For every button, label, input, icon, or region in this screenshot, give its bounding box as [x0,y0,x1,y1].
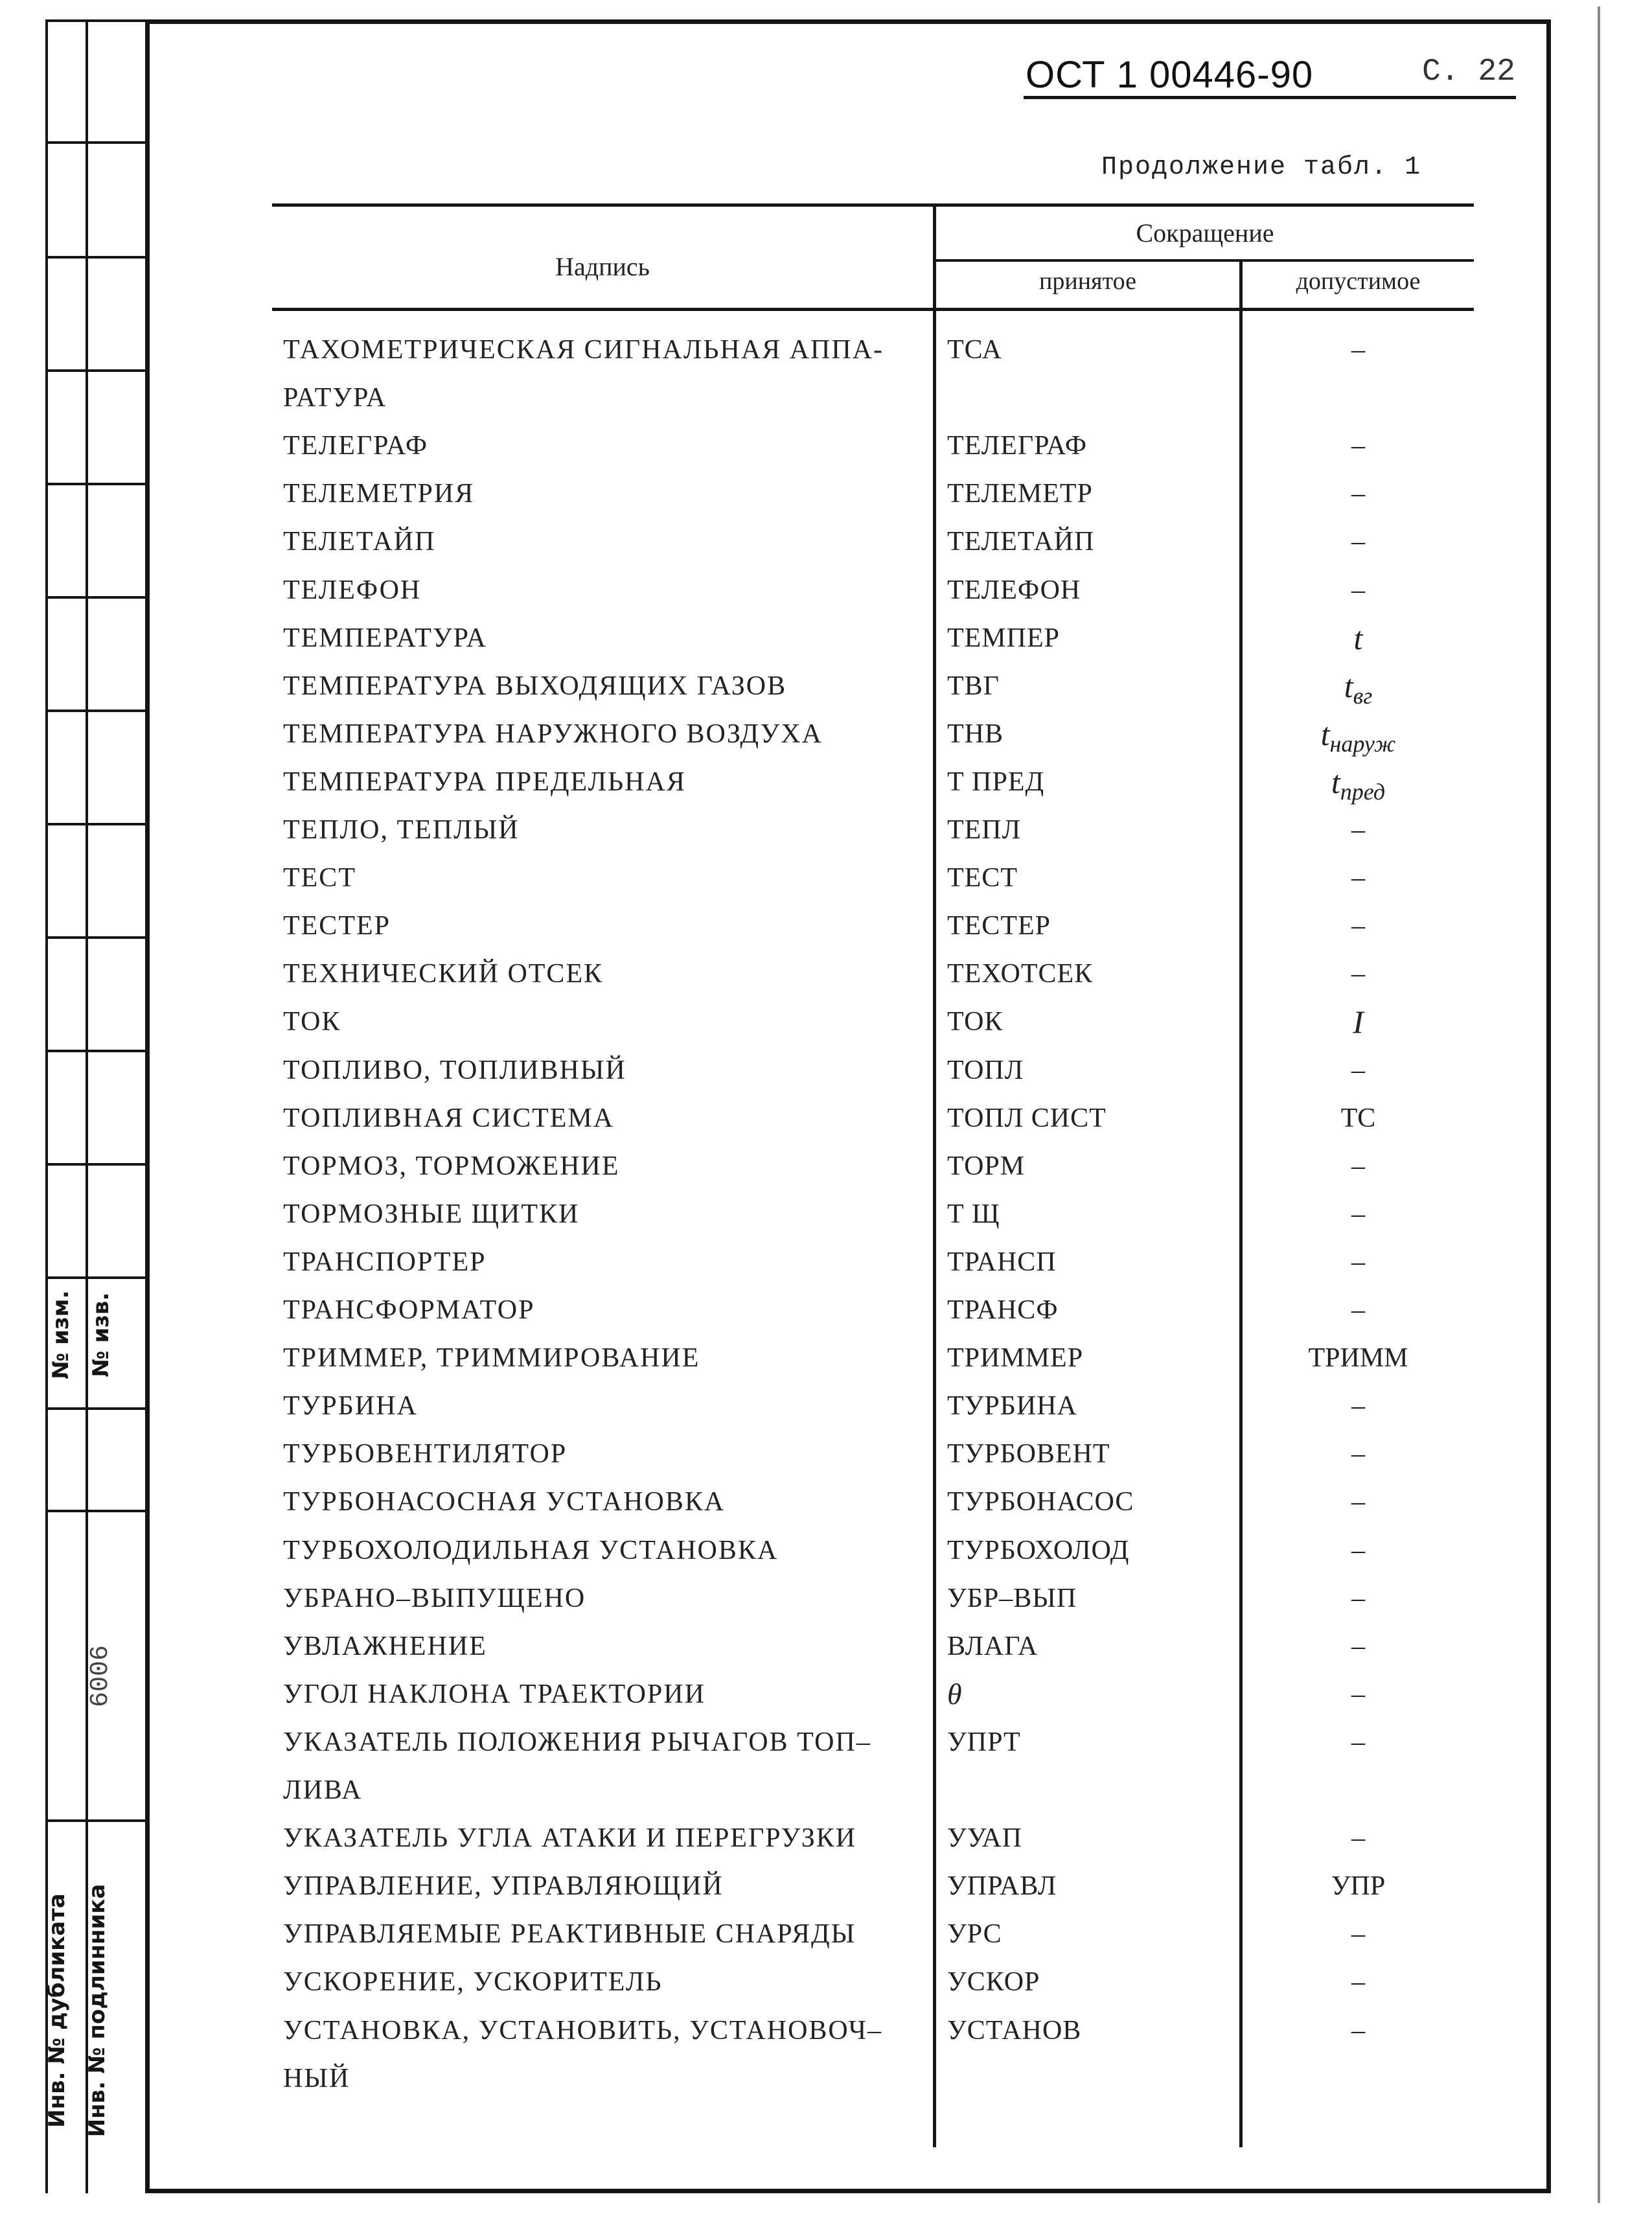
inscription-cell: ТЕЛЕТАЙП [283,527,436,557]
table-row [0,1286,1652,1334]
accepted-abbreviation-cell: Т ПРЕД [947,767,1045,797]
table-header-divider [934,259,1474,262]
permissible-abbreviation-cell [1243,854,1474,902]
accepted-abbreviation-cell: ВЛАГА [947,1631,1038,1661]
inscription-cell: ТЕПЛО, ТЕПЛЫЙ [283,815,520,845]
inscription-cell: УГОЛ НАКЛОНА ТРАЕКТОРИИ [283,1679,706,1709]
permissible-abbreviation-cell [1243,1670,1474,1718]
accepted-abbreviation-cell: УПРТ [947,1727,1021,1757]
accepted-abbreviation-cell: ТУРБОНАСОС [947,1487,1134,1517]
column-header-abbreviation: Сокращение [1136,218,1274,248]
accepted-abbreviation-cell: ТЕХОТСЕК [947,959,1094,989]
permissible-abbreviation-cell [1243,1718,1474,1766]
permissible-value: – [1351,1583,1365,1613]
inscription-cell: ТУРБОВЕНТИЛЯТОР [283,1439,568,1470]
accepted-abbreviation-cell: ТРАНСП [947,1247,1057,1277]
table-row [0,470,1652,518]
accepted-abbreviation-cell: ТОРМ [947,1151,1026,1181]
permissible-value: – [1351,1199,1365,1229]
permissible-subscript: наруж [1329,730,1396,757]
inscription-cell: ТРАНСПОРТЕР [283,1247,487,1277]
permissible-abbreviation-cell [1243,1094,1474,1142]
permissible-value: – [1351,527,1365,557]
table-row [0,998,1652,1046]
notice-no-label: № изв. [88,1292,114,1378]
permissible-value: – [1351,2015,1365,2046]
inscription-cell: ТРАНСФОРМАТОР [283,1295,535,1325]
accepted-abbreviation-cell: ТЕЛЕМЕТР [947,479,1093,509]
permissible-abbreviation-cell [1243,1814,1474,1862]
inscription-cell: ТЕМПЕРАТУРА ПРЕДЕЛЬНАЯ [283,767,686,797]
inscription-cell: УБРАНО–ВЫПУЩЕНО [283,1583,586,1613]
accepted-abbreviation-cell: ТЕПЛ [947,815,1022,845]
table-row [0,566,1652,614]
permissible-abbreviation-cell [1243,902,1474,950]
table-row [0,374,1652,422]
permissible-abbreviation-cell [1243,1382,1474,1430]
stamp-line [45,256,145,259]
table-row [0,614,1652,662]
permissible-value: I [1353,1004,1364,1041]
accepted-abbreviation-cell: ТСА [947,335,1002,365]
column-header-inscription: Надпись [555,252,650,281]
permissible-abbreviation-cell [1243,758,1474,809]
permissible-abbreviation-cell [1243,470,1474,518]
permissible-abbreviation-cell [1243,422,1474,470]
accepted-abbreviation-cell: УУАП [947,1823,1023,1854]
permissible-value: – [1351,1295,1365,1325]
permissible-value: – [1351,1727,1365,1757]
permissible-abbreviation-cell [1243,662,1474,713]
accepted-abbreviation-cell: ТУРБОХОЛОД [947,1535,1130,1565]
table-row [0,2055,1652,2103]
table-row [0,1190,1652,1238]
accepted-abbreviation-cell: ТВГ [947,671,1000,701]
accepted-abbreviation-cell: ТЕСТЕР [947,911,1051,941]
permissible-value: – [1351,1487,1365,1517]
permissible-abbreviation-cell [1243,566,1474,614]
accepted-abbreviation-cell: ТОПЛ СИСТ [947,1103,1107,1133]
table-row [0,1334,1652,1382]
table-row [0,1670,1652,1718]
inscription-cell: УСКОРЕНИЕ, УСКОРИТЕЛЬ [283,1967,663,1998]
accepted-abbreviation-cell: ТУРБИНА [947,1391,1077,1422]
accepted-abbreviation-cell: УРС [947,1919,1002,1950]
permissible-abbreviation-cell [1243,1622,1474,1670]
permissible-abbreviation-cell [1243,710,1474,761]
inscription-cell: ТОРМОЗ, ТОРМОЖЕНИЕ [283,1151,620,1181]
permissible-abbreviation-cell [1243,950,1474,998]
permissible-value: – [1351,1535,1365,1565]
permissible-value: – [1351,1967,1365,1998]
table-row [0,326,1652,374]
stamp-line [45,141,145,144]
inscription-cell: ТЕСТЕР [283,911,391,941]
permissible-value: – [1351,863,1365,894]
inscription-cell: ЛИВА [283,1775,363,1805]
permissible-abbreviation-cell [1243,1286,1474,1334]
table-row [0,1046,1652,1094]
accepted-abbreviation-cell: Т Щ [947,1199,1000,1229]
inscription-cell: ТЕСТ [283,863,356,894]
permissible-abbreviation-cell [1243,806,1474,854]
permissible-abbreviation-cell [1243,326,1474,374]
accepted-abbreviation-cell: УСТАНОВ [947,2015,1082,2046]
permissible-value: ТРИММ [1308,1343,1408,1374]
table-row [0,1622,1652,1670]
accepted-abbreviation-cell: ТЕЛЕФОН [947,575,1081,605]
table-row [0,662,1652,710]
inscription-cell: ТЕХНИЧЕСКИЙ ОТСЕК [283,959,604,989]
table-row [0,422,1652,470]
permissible-subscript: вг [1353,682,1373,709]
permissible-subscript: пред [1340,778,1386,805]
permissible-value: – [1351,575,1365,605]
inscription-cell: ТОПЛИВО, ТОПЛИВНЫЙ [283,1055,626,1085]
inscription-cell: УСТАНОВКА, УСТАНОВИТЬ, УСТАНОВОЧ– [283,2015,882,2046]
permissible-abbreviation-cell [1243,518,1474,566]
table-row [0,1382,1652,1430]
table-row [0,1430,1652,1478]
accepted-abbreviation-cell: ТНВ [947,719,1004,749]
permissible-abbreviation-cell [1243,1046,1474,1094]
permissible-value: – [1351,1631,1365,1661]
accepted-abbreviation-cell: УБР–ВЫП [947,1583,1077,1613]
accepted-abbreviation-cell: ТОК [947,1007,1004,1037]
inscription-cell: ТОК [283,1007,341,1037]
table-row [0,1718,1652,1766]
inscription-cell: ТУРБОХОЛОДИЛЬНАЯ УСТАНОВКА [283,1535,779,1565]
permissible-abbreviation-cell [1243,1862,1474,1910]
permissible-value: – [1351,1439,1365,1470]
table-row [0,758,1652,806]
table-row [0,1142,1652,1190]
original-inventory-value: 6006 [86,1645,115,1708]
permissible-value: – [1351,1247,1365,1277]
permissible-value: t [1331,763,1340,800]
permissible-abbreviation-cell [1243,1478,1474,1526]
inscription-cell: ТЕМПЕРАТУРА ВЫХОДЯЩИХ ГАЗОВ [283,671,787,701]
inscription-cell: ТЕМПЕРАТУРА [283,623,487,653]
accepted-abbreviation-cell: θ [947,1677,963,1711]
inscription-cell: РАТУРА [283,383,387,413]
accepted-abbreviation-cell: ТРАНСФ [947,1295,1059,1325]
permissible-abbreviation-cell [1243,1527,1474,1574]
permissible-abbreviation-cell [1243,2007,1474,2055]
inscription-cell: УПРАВЛЯЕМЫЕ РЕАКТИВНЫЕ СНАРЯДЫ [283,1919,856,1950]
permissible-value: – [1351,431,1365,461]
permissible-abbreviation-cell [1243,1958,1474,2006]
table-row [0,1478,1652,1526]
permissible-value: – [1351,959,1365,989]
table-row [0,2007,1652,2055]
permissible-value: t [1344,667,1353,704]
table-row [0,1862,1652,1910]
accepted-abbreviation-cell: ТЕЛЕТАЙП [947,527,1095,557]
inscription-cell: УКАЗАТЕЛЬ УГЛА АТАКИ И ПЕРЕГРУЗКИ [283,1823,857,1854]
table-row [0,1814,1652,1862]
permissible-value: – [1351,1679,1365,1709]
permissible-value: – [1351,1391,1365,1422]
permissible-abbreviation-cell [1243,1430,1474,1478]
permissible-value: – [1351,1823,1365,1854]
document-code: ОСТ 1 00446-90 [1026,54,1314,96]
permissible-value: t [1320,715,1330,752]
accepted-abbreviation-cell: ТЕСТ [947,863,1018,894]
accepted-abbreviation-cell: ТЕЛЕГРАФ [947,431,1088,461]
inscription-cell: ТЕЛЕФОН [283,575,422,605]
table-top-rule [272,203,1474,207]
table-continuation-caption: Продолжение табл. 1 [1101,153,1422,182]
inscription-cell: ТРИММЕР, ТРИММИРОВАНИЕ [283,1343,700,1374]
permissible-value: – [1351,1151,1365,1181]
accepted-abbreviation-cell: УСКОР [947,1967,1040,1998]
permissible-value: УПР [1331,1871,1386,1902]
inscription-cell: ТЕЛЕМЕТРИЯ [283,479,475,509]
table-row [0,950,1652,998]
inscription-cell: УВЛАЖНЕНИЕ [283,1631,487,1661]
table-row [0,854,1652,902]
inscription-cell: ТУРБИНА [283,1391,418,1422]
header-underline [1024,96,1516,99]
inscription-cell: ТЕМПЕРАТУРА НАРУЖНОГО ВОЗДУХА [283,719,823,749]
original-inventory-label: Инв. № подлинника [84,1884,110,2138]
change-no-label: № изм. [48,1290,74,1379]
inscription-cell: УПРАВЛЕНИЕ, УПРАВЛЯЮЩИЙ [283,1871,724,1902]
table-row [0,1527,1652,1574]
table-row [0,710,1652,758]
inscription-cell: ТУРБОНАСОСНАЯ УСТАНОВКА [283,1487,726,1517]
permissible-value: ТС [1340,1103,1376,1133]
permissible-abbreviation-cell [1243,1142,1474,1190]
table-row [0,1094,1652,1142]
permissible-value: – [1351,335,1365,365]
permissible-value: t [1353,619,1363,656]
permissible-abbreviation-cell [1243,1334,1474,1382]
inscription-cell: ТОПЛИВНАЯ СИСТЕМА [283,1103,615,1133]
table-row [0,1766,1652,1814]
table-row [0,902,1652,950]
permissible-abbreviation-cell [1243,1190,1474,1238]
permissible-abbreviation-cell [1243,1574,1474,1622]
table-row [0,1910,1652,1958]
table-row [0,806,1652,854]
inscription-cell: ТЕЛЕГРАФ [283,431,429,461]
column-header-accepted: принятое [1039,268,1136,295]
permissible-value: – [1351,815,1365,845]
table-row [0,1574,1652,1622]
accepted-abbreviation-cell: ТЕМПЕР [947,623,1060,653]
permissible-abbreviation-cell [1243,998,1474,1046]
inscription-cell: УКАЗАТЕЛЬ ПОЛОЖЕНИЯ РЫЧАГОВ ТОП– [283,1727,871,1757]
inscription-cell: ТОРМОЗНЫЕ ЩИТКИ [283,1199,580,1229]
accepted-abbreviation-cell: УПРАВЛ [947,1871,1057,1902]
permissible-abbreviation-cell [1243,614,1474,662]
accepted-abbreviation-cell: ТОПЛ [947,1055,1024,1085]
permissible-abbreviation-cell [1243,1238,1474,1286]
permissible-value: – [1351,1055,1365,1085]
table-row [0,1958,1652,2006]
permissible-abbreviation-cell [1243,1910,1474,1958]
permissible-value: – [1351,911,1365,941]
table-row [0,1238,1652,1286]
inscription-cell: ТАХОМЕТРИЧЕСКАЯ СИГНАЛЬНАЯ АППА- [283,335,884,365]
accepted-abbreviation-cell: ТРИММЕР [947,1343,1084,1374]
accepted-abbreviation-cell: ТУРБОВЕНТ [947,1439,1110,1470]
page-number: С. 22 [1422,54,1516,89]
inscription-cell: НЫЙ [283,2063,350,2093]
permissible-value: – [1351,479,1365,509]
duplicate-inventory-label: Инв. № дубликата [44,1893,70,2128]
table-header-bottom-rule [272,308,1474,311]
permissible-value: – [1351,1919,1365,1950]
column-header-permissible: допустимое [1296,268,1421,295]
table-row [0,518,1652,566]
stamp-line [45,19,145,22]
